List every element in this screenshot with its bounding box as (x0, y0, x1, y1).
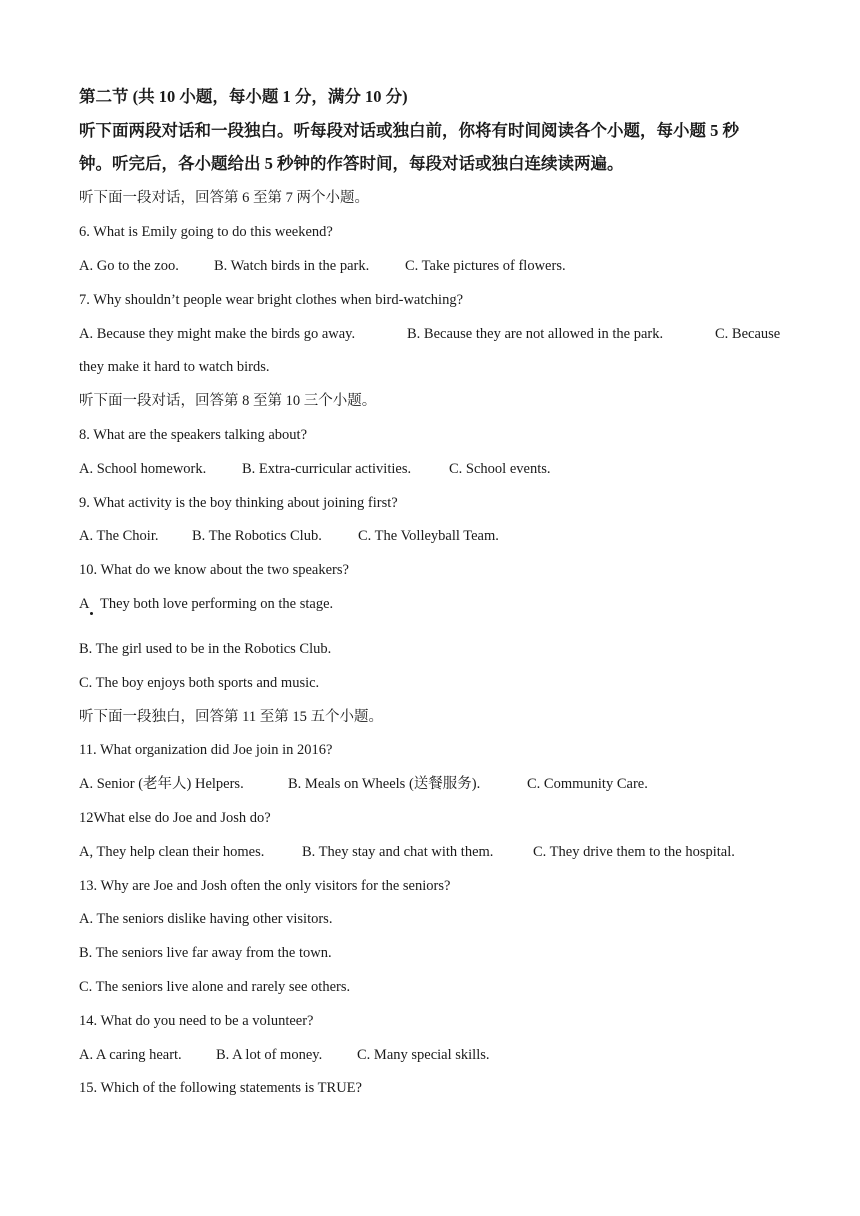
q13-option-a: A. The seniors dislike having other visitors. (79, 911, 333, 927)
q13-option-c: C. The seniors live alone and rarely see others. (79, 979, 351, 995)
dialog1-intro: 听下面一段对话，回答第 6 至第 7 两个小题。 (79, 190, 369, 206)
section-instruction-line2: 钟。听完后，各小题给出 5 秒钟的作答时间，每段对话或独白连续读两遍。 (79, 154, 624, 173)
q12-option-a: A, They help clean their homes. (79, 844, 265, 860)
q8-option-c: C. School events. (449, 461, 551, 477)
q8-stem: 8. What are the speakers talking about? (79, 427, 308, 443)
section-instruction-line1: 听下面两段对话和一段独白。听每段对话或独白前，你将有时间阅读各个小题，每小题 5 秒 (79, 121, 739, 140)
q7-option-a: A. Because they might make the birds go away. (79, 326, 356, 342)
q15-stem: 15. Which of the following statements is TRUE? (79, 1080, 362, 1096)
q8-option-a: A. School homework. (79, 461, 207, 477)
q11-option-c: C. Community Care. (527, 776, 648, 792)
q12-option-c: C. They drive them to the hospital. (533, 844, 735, 860)
q13-stem: 13. Why are Joe and Josh often the only visitors for the seniors? (79, 878, 451, 894)
q14-option-c: C. Many special skills. (357, 1047, 490, 1063)
q6-option-a: A. Go to the zoo. (79, 258, 179, 274)
q10-option-a-letter: A (79, 596, 90, 612)
dialog2-intro: 听下面一段对话，回答第 8 至第 10 三个小题。 (79, 393, 377, 409)
q10-stem: 10. What do we know about the two speakers? (79, 562, 349, 578)
q7-stem: 7. Why shouldn’t people wear bright clothes when bird-watching? (79, 292, 464, 308)
q12-option-b: B. They stay and chat with them. (302, 844, 494, 860)
q7-option-c: C. Because (715, 326, 781, 342)
q6-stem: 6. What is Emily going to do this weekend? (79, 224, 333, 240)
q9-stem: 9. What activity is the boy thinking about joining first? (79, 495, 398, 511)
q13-option-b: B. The seniors live far away from the town. (79, 945, 332, 961)
q8-option-b: B. Extra-curricular activities. (242, 461, 412, 477)
q11-option-b: B. Meals on Wheels (送餐服务). (288, 776, 481, 792)
q6-option-c: C. Take pictures of flowers. (405, 258, 566, 274)
q12-stem: 12What else do Joe and Josh do? (79, 810, 271, 826)
q10-option-a-dot (90, 612, 93, 615)
q10-option-c: C. The boy enjoys both sports and music. (79, 675, 320, 691)
q9-option-b: B. The Robotics Club. (192, 528, 322, 544)
q9-option-c: C. The Volleyball Team. (358, 528, 499, 544)
q10-option-a-text: They both love performing on the stage. (100, 596, 334, 612)
q11-option-a: A. Senior (老年人) Helpers. (79, 776, 244, 792)
q14-option-a: A. A caring heart. (79, 1047, 182, 1063)
q14-stem: 14. What do you need to be a volunteer? (79, 1013, 314, 1029)
monologue-intro: 听下面一段独白，回答第 11 至第 15 五个小题。 (79, 709, 383, 725)
q11-stem: 11. What organization did Joe join in 2016? (79, 742, 333, 758)
q14-option-b: B. A lot of money. (216, 1047, 323, 1063)
q10-option-b: B. The girl used to be in the Robotics Club. (79, 641, 332, 657)
q9-option-a: A. The Choir. (79, 528, 159, 544)
q7-option-c-continued: they make it hard to watch birds. (79, 359, 270, 375)
q6-option-b: B. Watch birds in the park. (214, 258, 370, 274)
q7-option-b: B. Because they are not allowed in the park. (407, 326, 664, 342)
section-title: 第二节 (共 10 小题，每小题 1 分，满分 10 分) (79, 87, 408, 106)
